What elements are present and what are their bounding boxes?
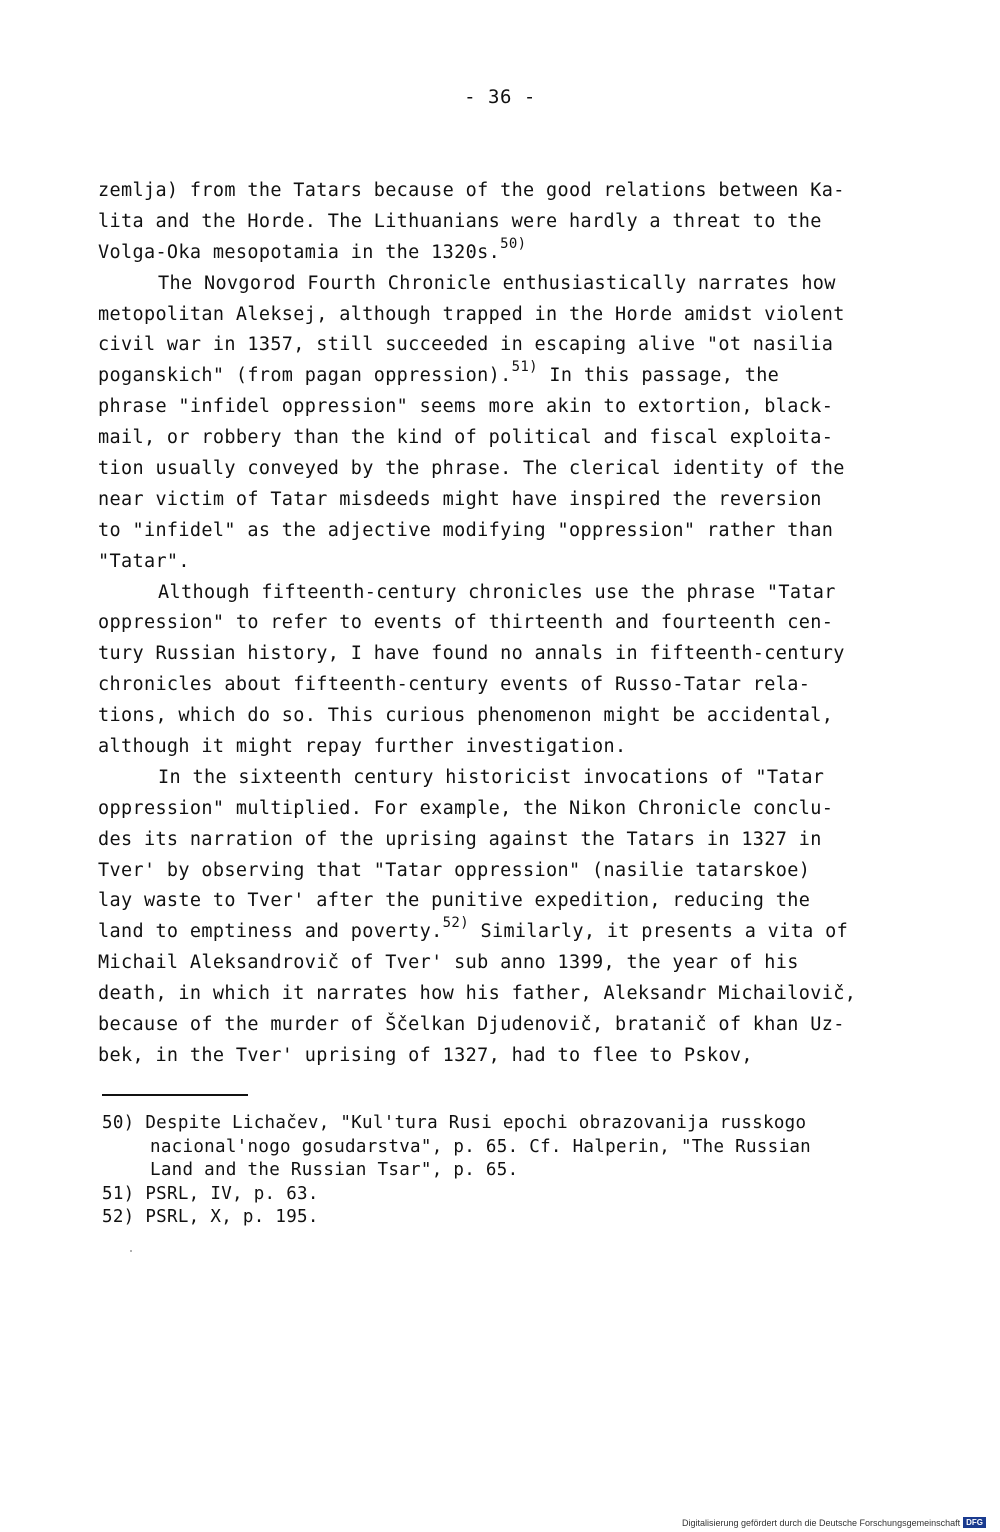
- line-text: des its narration of the uprising against the Tatars in 1327 in: [98, 828, 822, 850]
- line-text: metopolitan Aleksej, although trapped in the Horde amidst violent: [98, 303, 845, 325]
- text-line: [98, 176, 908, 207]
- line-text: lita and the Horde. The Lithuanians were hardly a threat to the: [98, 210, 822, 232]
- text-line: [98, 1041, 908, 1072]
- text-line: [98, 578, 908, 609]
- footnote-marker: 50): [500, 235, 527, 252]
- text-line: [98, 300, 908, 331]
- digitization-credit: [682, 1517, 986, 1528]
- text-line: [98, 639, 908, 670]
- text-line: [98, 979, 908, 1010]
- text-line: [98, 392, 908, 423]
- line-text: land to emptiness and poverty.: [98, 921, 443, 943]
- line-text: chronicles about fifteenth-century events of Russo-Tatar rela-: [98, 674, 811, 696]
- text-line: [98, 235, 908, 269]
- text-line: [98, 269, 908, 300]
- text-line: [98, 732, 908, 763]
- dfg-logo-icon: DFG: [963, 1517, 986, 1528]
- line-text: mail, or robbery than the kind of political and fiscal exploita-: [98, 427, 834, 449]
- line-text: although it might repay further investigation.: [98, 736, 627, 758]
- line-text: civil war in 1357, still succeeded in escaping alive "ot nasilia: [98, 334, 834, 356]
- text-line: [98, 794, 908, 825]
- line-text: "Tatar".: [98, 550, 190, 572]
- body-text: [98, 176, 908, 1072]
- credit-text: Digitalisierung gefördert durch die Deutsche Forschungsgemeinschaft: [681, 1517, 961, 1528]
- footnote-line: nacional'nogo gosudarstva", p. 65. Cf. Halperin, "The Russian: [150, 1136, 811, 1157]
- line-text: Michail Aleksandrovič of Tver' sub anno 1399, the year of his: [98, 952, 799, 974]
- text-line: [98, 361, 908, 392]
- line-text: Tver' by observing that "Tatar oppression" (nasilie tatarskoe): [98, 859, 811, 881]
- line-text: zemlja) from the Tatars because of the good relations between Ka-: [98, 180, 845, 201]
- line-text: to "infidel" as the adjective modifying "oppression" rather than: [98, 519, 834, 541]
- page-number: - 36 -: [464, 86, 536, 108]
- text-line: [98, 825, 908, 856]
- line-text: phrase "infidel oppression" seems more akin to extortion, black-: [98, 396, 834, 418]
- text-line: [98, 454, 908, 485]
- line-text: tion usually conveyed by the phrase. The clerical identity of the: [98, 458, 845, 480]
- line-text: In the sixteenth century historicist invocations of "Tatar: [158, 766, 825, 788]
- footnote-line: Land and the Russian Tsar", p. 65.: [150, 1160, 519, 1180]
- line-text: oppression" multiplied. For example, the Nikon Chronicle conclu-: [98, 797, 834, 819]
- footnote-marker: 51): [511, 359, 538, 376]
- text-line: [98, 701, 908, 732]
- line-text: lay waste to Tver' after the punitive expedition, reducing the: [98, 890, 811, 912]
- text-line: [98, 856, 908, 887]
- text-line: [98, 670, 908, 701]
- footnote-line: 52) PSRL, X, p. 195.: [102, 1207, 319, 1227]
- text-line: [98, 516, 908, 547]
- line-text: bek, in the Tver' uprising of 1327, had to flee to Pskov,: [98, 1044, 753, 1066]
- text-line: [98, 207, 908, 238]
- text-line: [98, 917, 908, 948]
- text-line: [98, 547, 908, 578]
- line-text-continued: Similarly, it presents a vita of: [468, 921, 849, 943]
- line-text: death, in which it narrates how his father, Aleksandr Michailovič,: [98, 983, 857, 1005]
- line-text: Although fifteenth-century chronicles use the phrase "Tatar: [158, 581, 836, 603]
- text-line: [98, 763, 908, 794]
- line-text: oppression" to refer to events of thirteenth and fourteenth cen-: [98, 612, 834, 634]
- line-text: tury Russian history, I have found no annals in fifteenth-century: [98, 643, 845, 665]
- text-line: [98, 948, 908, 979]
- line-text: near victim of Tatar misdeeds might have inspired the reversion: [98, 488, 822, 510]
- footnote-line: 51) PSRL, IV, p. 63.: [102, 1183, 319, 1204]
- text-line: [98, 423, 908, 454]
- scan-speck: [130, 1250, 132, 1252]
- line-text: tions, which do so. This curious phenomenon might be accidental,: [98, 705, 834, 727]
- line-text: because of the murder of Ščelkan Djudenovič, bratanič of khan Uz-: [98, 1014, 845, 1036]
- text-line: [98, 886, 908, 917]
- footnotes: [102, 1112, 912, 1230]
- line-text-continued: In this passage, the: [537, 365, 780, 387]
- text-line: [98, 330, 908, 361]
- line-text: Volga-Oka mesopotamia in the 1320s.: [98, 241, 501, 263]
- text-line: [98, 1010, 908, 1041]
- text-line: [98, 608, 908, 639]
- footnote-line: 50) Despite Lichačev, "Kul'tura Rusi epochi obrazovanija russkogo: [102, 1113, 807, 1133]
- footnote-marker: 52): [442, 915, 469, 932]
- line-text: poganskich" (from pagan oppression).: [98, 365, 512, 387]
- text-line: [98, 485, 908, 516]
- footnote-separator: [102, 1094, 248, 1096]
- line-text: The Novgorod Fourth Chronicle enthusiastically narrates how: [158, 272, 836, 294]
